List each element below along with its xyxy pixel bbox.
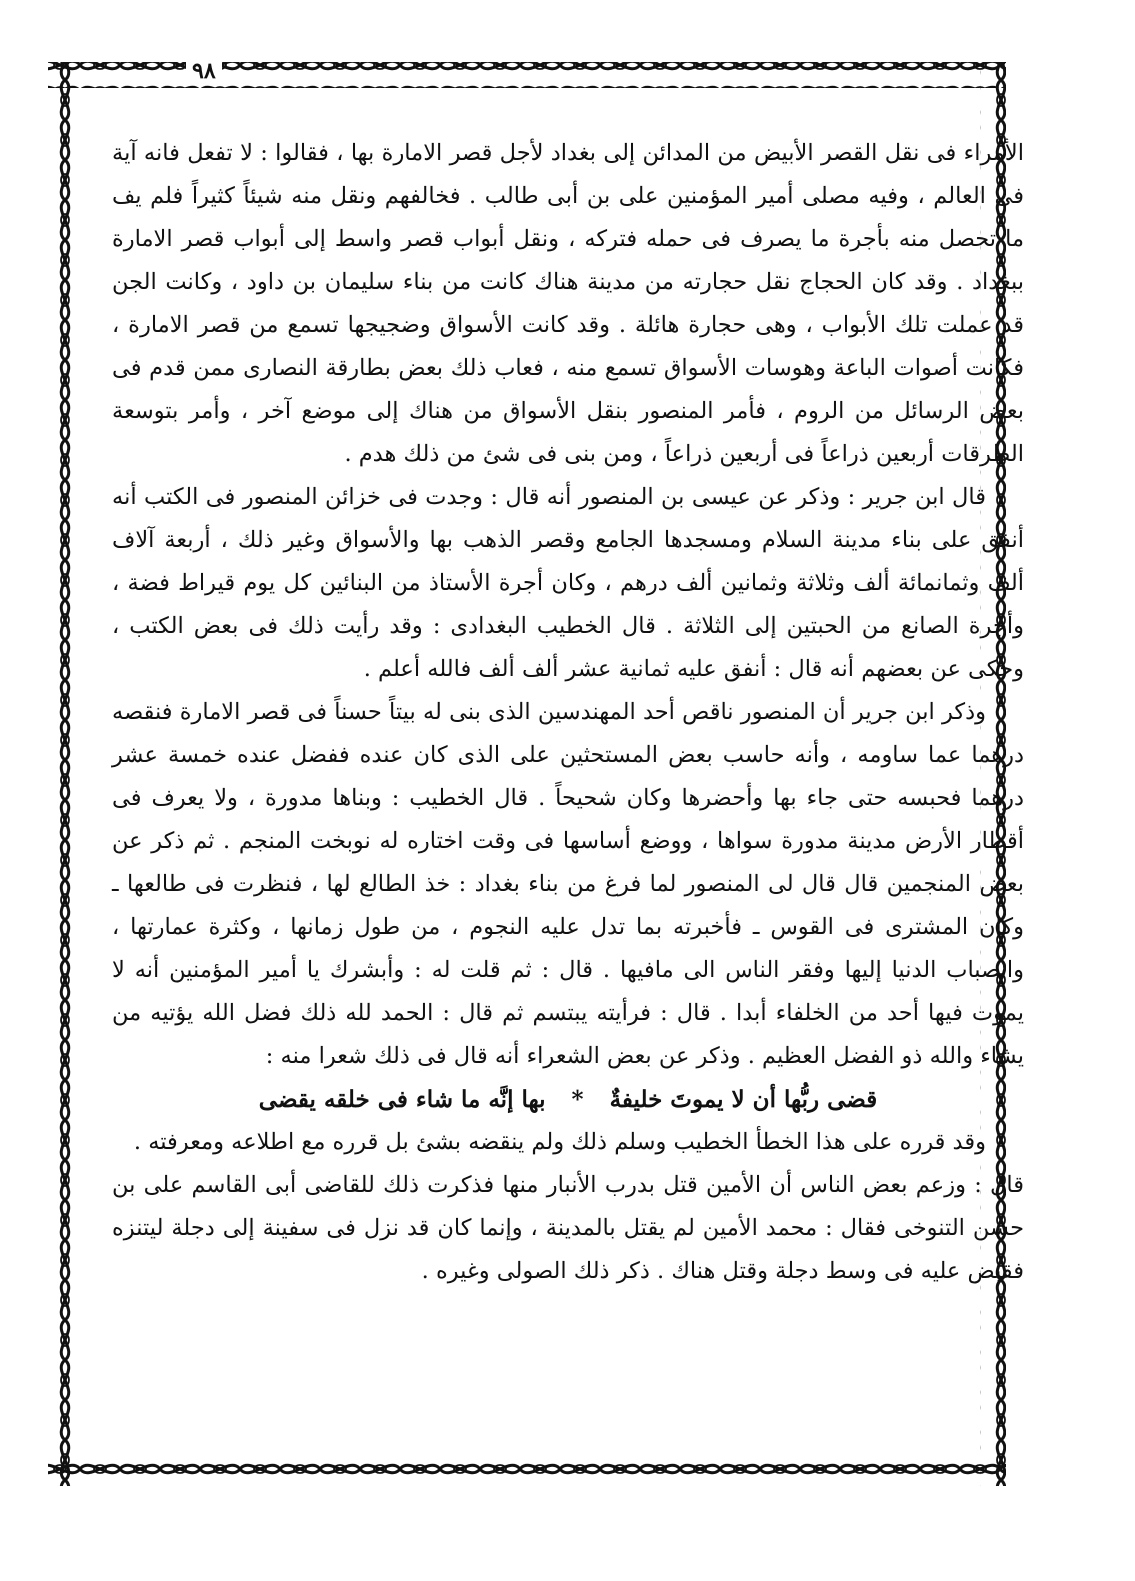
- page-body: [112, 132, 1024, 1472]
- verse-first-hemistich: قضى ربُّها أن لا يموتَ خليفةٌ: [609, 1086, 878, 1113]
- verse-second-hemistich: بها إنَّه ما شاء فى خلقه يقضى: [258, 1086, 546, 1113]
- paragraph-3: وذكر ابن جرير أن المنصور ناقص أحد المهندسين الذى بنى له بيتاً حسناً فى قصر الامارة فنقصه درهما عما ساومه ، وأنه حاسب بعض المستحثين على الذى كان عنده ففضل عنده خمسة عشر درهما فحبسه حتى جاء بها وأحضرها وكان شحيحاً . قال الخطيب : وبناها مدورة ، ولا يعرف فى أقطار الأرض مدينة مدورة سواها ، ووضع أساسها فى وقت اختاره له نوبخت المنجم . ثم ذكر عن بعض المنجمين قال قال لى المنصور لما فرغ من بناء بغداد : خذ الطالع لها ، فنظرت فى طالعها ـ وكان المشترى فى القوس ـ فأخبرته بما تدل عليه النجوم ، من طول زمانها ، وكثرة عمارتها ، وانصباب الدنيا إليها وفقر الناس الى مافيها . قال : ثم قلت له : وأبشرك يا أمير المؤمنين أنه لا يموت فيها أحد من الخلفاء أبدا . قال : فرأيته يبتسم ثم قال : الحمد لله ذلك فضل الله يؤتيه من يشاء والله ذو الفضل العظيم . وذكر عن بعض الشعراء أنه قال فى ذلك شعرا منه :: [112, 699, 1024, 1069]
- paragraph-5: قال : وزعم بعض الناس أن الأمين قتل بدرب الأنبار منها فذكرت ذلك للقاضى أبى القاسم على بن حسن التنوخى فقال : محمد الأمين لم يقتل بالمدينة ، وإنما كان قد نزل فى سفينة إلى دجلة ليتنزه فقبض عليه فى وسط دجلة وقتل هناك . ذكر ذلك الصولى وغيره .: [112, 1172, 1024, 1284]
- verse-separator: *: [571, 1086, 584, 1113]
- poetry-verse: [112, 1078, 1024, 1121]
- paragraph-2: قال ابن جرير : وذكر عن عيسى بن المنصور أنه قال : وجدت فى خزائن المنصور فى الكتب أنه أنفق على بناء مدينة السلام ومسجدها الجامع وقصر الذهب بها والأسواق وغير ذلك ، أربعة آلاف ألف وثمانمائة ألف وثلاثة وثمانين ألف درهم ، وكان أجرة الأستاذ من البنائين كل يوم قيراط فضة ، وأجرة الصانع من الحبتين إلى الثلاثة . قال الخطيب البغدادى : وقد رأيت ذلك فى بعض الكتب ، وحكى عن بعضهم أنه قال : أنفق عليه ثمانية عشر ألف ألف فالله أعلم .: [112, 484, 1024, 682]
- paragraph-4: وقد قرره على هذا الخطأ الخطيب وسلم ذلك ولم ينقضه بشئ بل قرره مع اطلاعه ومعرفته .: [133, 1129, 986, 1155]
- paragraph-1: الأمراء فى نقل القصر الأبيض من المدائن إلى بغداد لأجل قصر الامارة بها ، فقالوا : لا تفعل فانه آية فى العالم ، وفيه مصلى أمير المؤمنين على بن أبى طالب . فخالفهم ونقل منه شيئاً كثيراً فلم يف ما تحصل منه بأجرة ما يصرف فى حمله فتركه ، ونقل أبواب قصر واسط إلى أبواب قصر الامارة ببغداد . وقد كان الحجاج نقل حجارته من مدينة هناك كانت من بناء سليمان بن داود ، وكانت الجن قد عملت تلك الأبواب ، وهى حجارة هائلة . وقد كانت الأسواق وضجيجها تسمع من قصر الامارة ، فكانت أصوات الباعة وهوسات الأسواق تسمع منه ، فعاب ذلك بعض بطارقة النصارى ممن قدم فى بعض الرسائل من الروم ، فأمر المنصور بنقل الأسواق من هناك إلى موضع آخر ، وأمر بتوسعة الطرقات أربعين ذراعاً فى أربعين ذراعاً ، ومن بنى فى شئ من ذلك هدم .: [112, 140, 1024, 467]
- page-number: ٩٨: [186, 58, 222, 84]
